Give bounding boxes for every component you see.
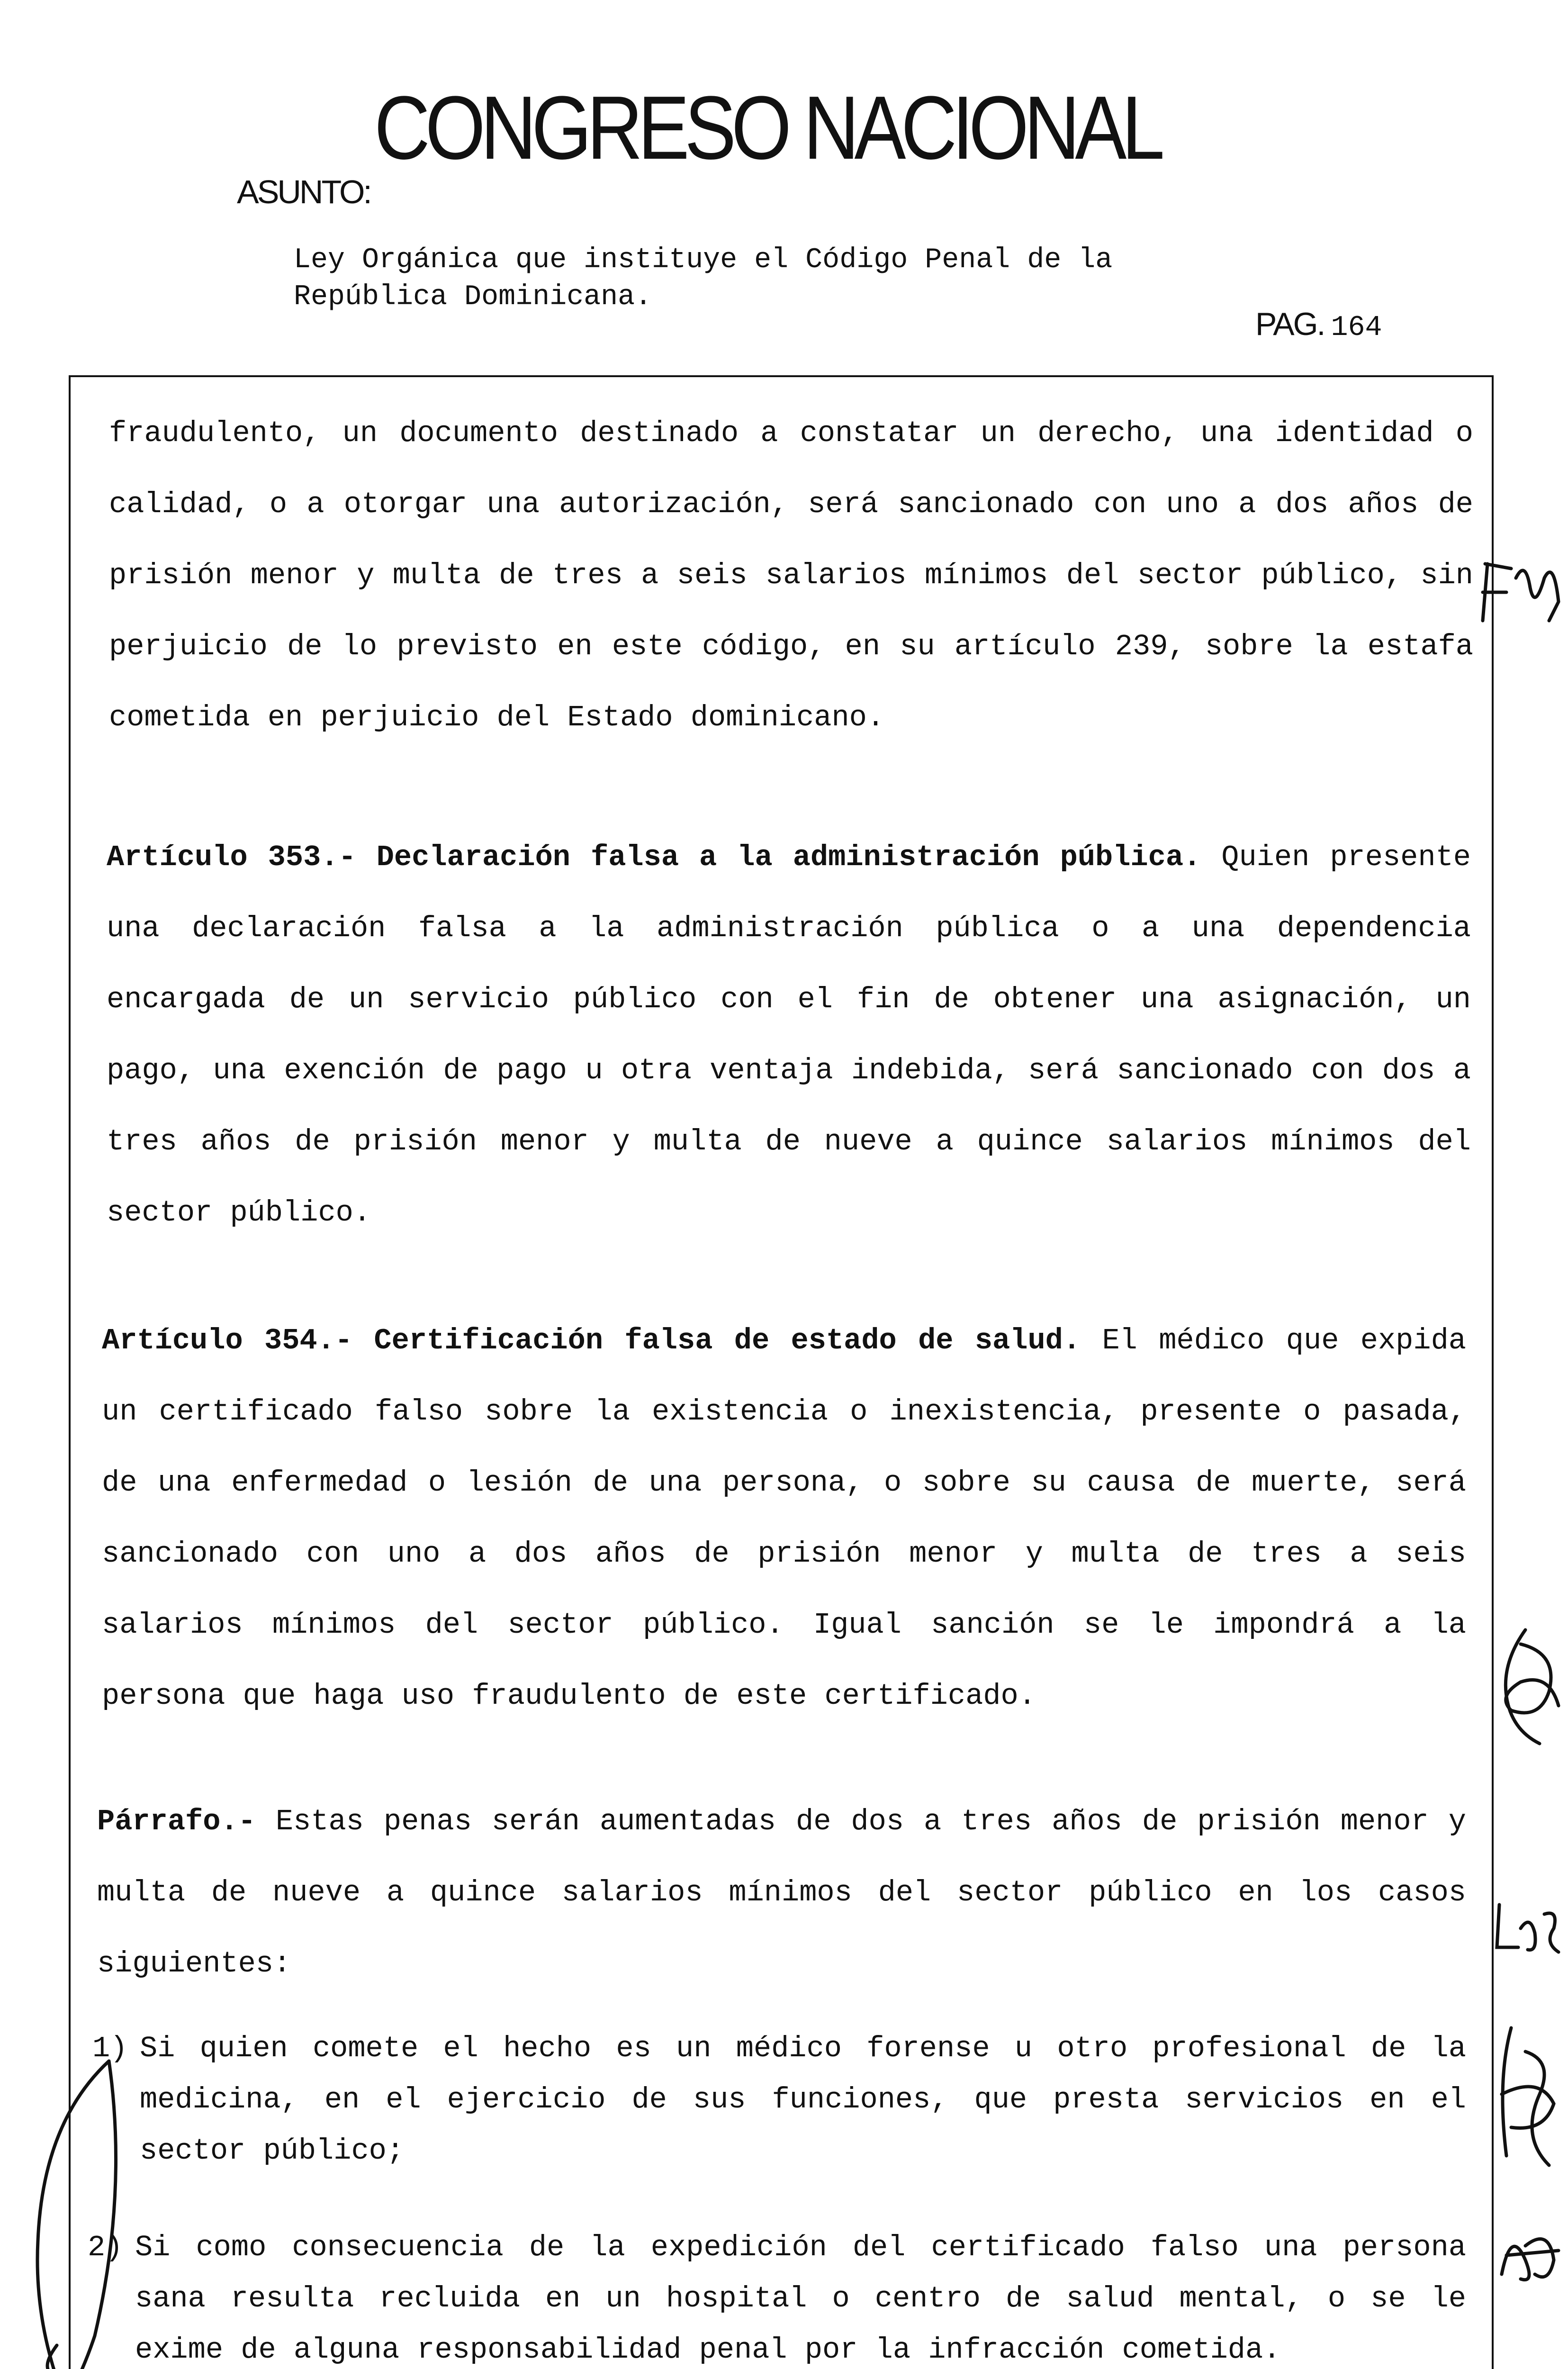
article-354-text: El médico que expida un certificado falso sobre la existencia o inexistencia, presente o pasada, de una enfermedad o lesión de una persona, o sobre su causa de muerte, será sancionado con uno a dos años de prisión menor y multa de tres a seis salarios mínimos del sector público. Igual sanción se le impondrá a la persona que haga uso fraudulento de este certificado.	[102, 1324, 1466, 1713]
list-item-number: 2)	[88, 2231, 123, 2264]
subject-line-2: República Dominicana.	[294, 281, 652, 313]
parrafo-text: Estas penas serán aumentadas de dos a tres años de prisión menor y multa de nueve a quince salarios mínimos del sector público en los casos siguientes:	[97, 1805, 1466, 1980]
parrafo-heading: Párrafo.-	[97, 1805, 256, 1838]
header-title: CONGRESO NACIONAL	[374, 78, 1160, 178]
paragraph-continuation: fraudulento, un documento destinado a constatar un derecho, una identidad o calidad, o a otorgar una autorización, será sancionado con uno a dos años de prisión menor y multa de tres a seis salarios mínimos del sector público, sin perjuicio de lo previsto en este código, en su artículo 239, sobre la estafa cometida en perjuicio del Estado dominicano.	[109, 416, 1473, 734]
subject-text	[294, 242, 1383, 316]
article-354	[102, 1305, 1466, 1732]
list-item-number: 1)	[92, 2032, 128, 2065]
page-number	[1255, 306, 1382, 344]
subject-line-1: Ley Orgánica que instituye el Código Penal de la	[294, 244, 1113, 276]
handwritten-signature-1	[1492, 1625, 1568, 1758]
article-353-text: Quien presente una declaración falsa a la administración pública o a una dependencia encargada de un servicio público con el fin de obtener una asignación, un pago, una exención de pago u otra ventaja indebida, será sancionado con dos a tres años de prisión menor y multa de nueve a quince salarios mínimos del sector público.	[107, 841, 1471, 1230]
asunto-label: ASUNTO:	[237, 173, 370, 210]
page-number-value: 164	[1331, 312, 1382, 344]
handwritten-signature-2	[1483, 2023, 1563, 2175]
article-353	[107, 822, 1471, 1248]
handwritten-bracket-signature	[14, 2052, 142, 2369]
page-label: PAG.	[1255, 306, 1325, 342]
list-item-text: Si como consecuencia de la expedición del certificado falso una persona sana resulta recluida en un hospital o centro de salud mental, o se le exime de alguna responsabilidad penal por la infracción cometida.	[135, 2231, 1466, 2367]
parrafo	[97, 1786, 1466, 1999]
article-354-heading: Artículo 354.- Certificación falsa de estado de salud.	[102, 1324, 1081, 1357]
list-item-text: Si quien comete el hecho es un médico forense u otro profesional de la medicina, en el ejercicio de sus funciones, que presta servicios en el sector público;	[140, 2032, 1466, 2168]
handwritten-page-number-mid	[1492, 1895, 1563, 1962]
list-item	[92, 2023, 1466, 2177]
handwritten-page-number-top	[1478, 550, 1568, 630]
list-item	[88, 2222, 1466, 2369]
article-353-heading: Artículo 353.- Declaración falsa a la administración pública.	[107, 841, 1201, 874]
handwritten-initials	[1492, 2217, 1563, 2288]
